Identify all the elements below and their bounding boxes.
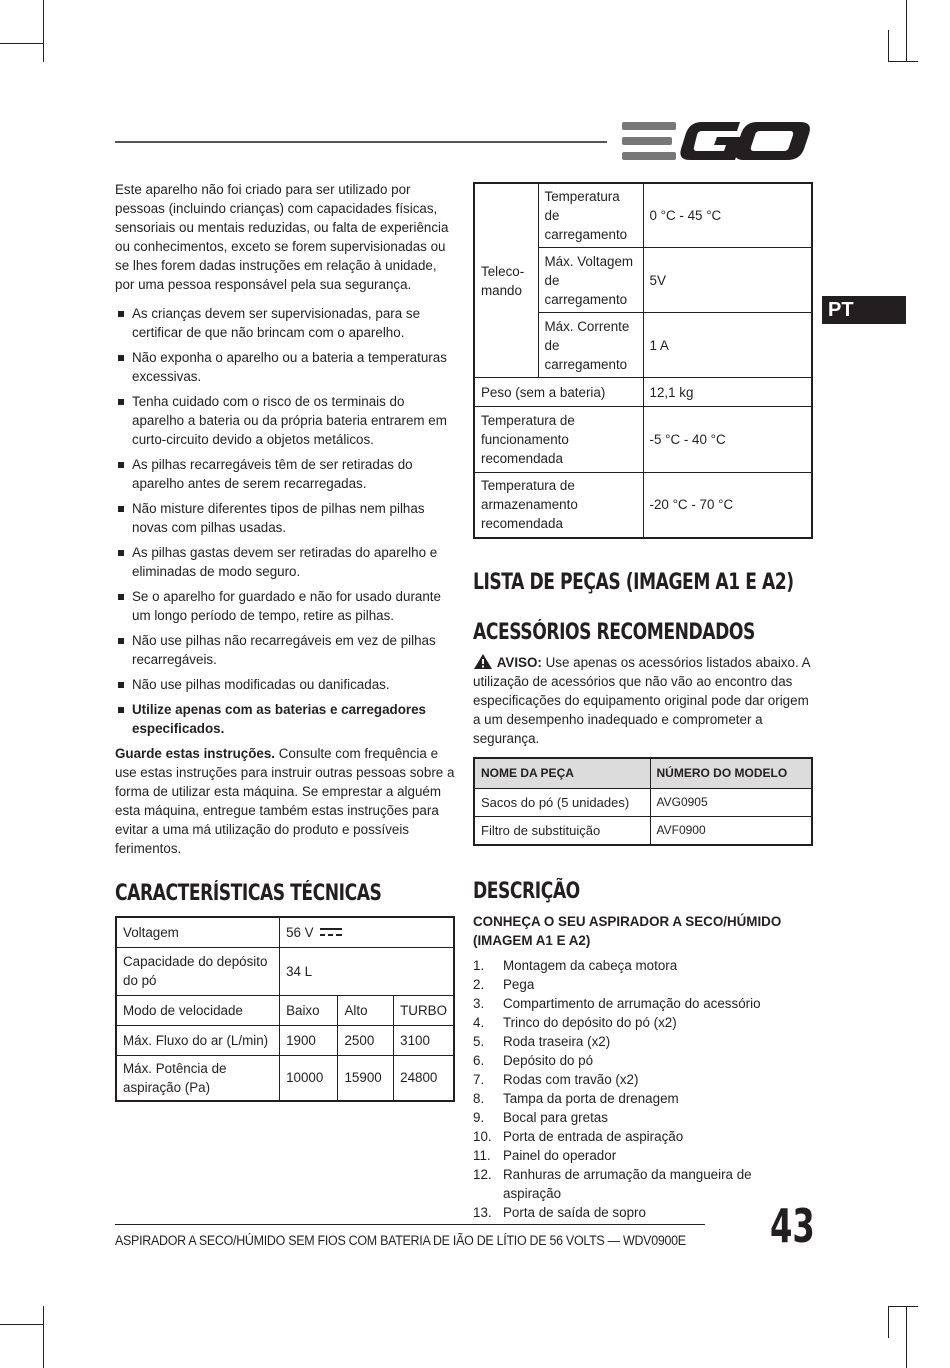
list-item: 4. Trinco do depósito do pó (x2) xyxy=(473,1014,677,1030)
model-number: AVG0905 xyxy=(650,789,812,817)
list-item: 13. Porta de saída de sopro xyxy=(473,1204,646,1220)
know-your-vacuum-heading: CONHEÇA O SEU ASPIRADOR A SECO/HÚMIDO (IMAGEM A1 E A2) xyxy=(473,913,782,948)
bullet-square-icon xyxy=(118,506,124,512)
model-number: AVF0900 xyxy=(650,817,812,845)
model-number-header: NÚMERO DO MODELO xyxy=(650,758,812,789)
remote-control-label: Teleco-mando xyxy=(474,183,538,378)
bullet-square-icon xyxy=(118,399,124,405)
dc-current-icon xyxy=(319,926,343,938)
list-item: 1. Montagem da cabeça motora xyxy=(473,957,678,973)
part-name-header: NOME DA PEÇA xyxy=(474,758,650,789)
voltage-value-cell xyxy=(280,917,454,947)
bullet-item: Se o aparelho for guardado e não for usado durante um longo período de tempo, retire as pilhas. xyxy=(115,587,455,625)
airflow-low: 1900 xyxy=(280,1025,338,1055)
list-item: 7. Rodas com travão (x2) xyxy=(473,1071,639,1087)
bullet-square-icon xyxy=(118,682,124,688)
list-item: 2. Pega xyxy=(473,976,535,992)
speed-high: Alto xyxy=(338,995,394,1025)
bullet-item: As pilhas recarregáveis têm de ser retiradas do aparelho antes de serem recarregadas. xyxy=(115,455,455,493)
bullet-square-icon xyxy=(118,311,124,317)
intro-paragraph: Este aparelho não foi criado para ser utilizado por pessoas (incluindo crianças) com capacidades físicas, sensoriais ou mentais reduzidas, ou falta de experiência ou conhecimentos, exceto se forem supervisionadas ou se lhes forem dadas instruções em relação à unidade, por uma pessoa responsável pela sua segurança. xyxy=(115,182,449,292)
specs-table-continued xyxy=(473,182,813,539)
suction-low: 10000 xyxy=(280,1055,338,1101)
list-item: 9. Bocal para gretas xyxy=(473,1109,608,1125)
suction-label: Máx. Potência de aspiração (Pa) xyxy=(116,1055,280,1101)
bullet-square-icon xyxy=(118,462,124,468)
voltage-label: Voltagem xyxy=(116,917,280,947)
crop-mark-br-h xyxy=(888,1306,918,1307)
storage-temp-value: -20 °C - 70 °C xyxy=(643,473,812,538)
charge-voltage-label: Máx. Voltagem de carregamento xyxy=(538,248,643,313)
accessories-heading: ACESSÓRIOS RECOMENDADOS xyxy=(473,619,755,645)
warning-text: Use apenas os acessórios listados abaixo. A utilização de acessórios que não vão ao encontro das especificações do equipamento original pode dar origem a um desempenho inadequado e comprometer a segurança. xyxy=(473,654,810,746)
speed-turbo: TURBO xyxy=(394,995,454,1025)
crop-mark-bl-v xyxy=(43,1306,44,1368)
charge-voltage-value: 5V xyxy=(643,248,812,313)
warning-paragraph xyxy=(473,653,813,748)
list-item: 12. Ranhuras de arrumação da mangueira de aspiração xyxy=(473,1166,752,1201)
specs-heading: CARACTERÍSTICAS TÉCNICAS xyxy=(115,881,382,906)
bullet-square-icon xyxy=(118,550,124,556)
part-name: Sacos do pó (5 unidades) xyxy=(474,789,650,817)
list-item: 3. Compartimento de arrumação do acessório xyxy=(473,995,761,1011)
list-item: 11. Painel do operador xyxy=(473,1147,617,1163)
table-row xyxy=(474,817,812,845)
ego-logo xyxy=(622,118,812,164)
weight-label: Peso (sem a bateria) xyxy=(474,378,643,407)
airflow-turbo: 3100 xyxy=(394,1025,454,1055)
bullet-item: Não use pilhas não recarregáveis em vez de pilhas recarregáveis. xyxy=(115,631,455,669)
crop-mark-tr-h xyxy=(888,61,918,62)
suction-high: 15900 xyxy=(338,1055,394,1101)
description-heading: DESCRIÇÃO xyxy=(473,878,580,904)
footer-rule xyxy=(115,1224,705,1225)
capacity-label: Capacidade do depósito do pó xyxy=(116,947,280,995)
bullet-item: Tenha cuidado com o risco de os terminais do aparelho a bateria ou da própria bateria entrarem em curto-circuito devido a objetos metálicos. xyxy=(115,392,455,449)
component-list xyxy=(473,956,813,1222)
charge-temp-label: Temperatura de carregamento xyxy=(538,183,643,248)
storage-temp-label: Temperatura de armazenamento recomendada xyxy=(474,473,643,538)
list-item: 5. Roda traseira (x2) xyxy=(473,1033,611,1049)
parts-list-heading: LISTA DE PEÇAS (IMAGEM A1 E A2) xyxy=(473,569,794,595)
crop-mark-br-v xyxy=(888,1306,889,1338)
operating-temp-label: Temperatura de funcionamento recomendada xyxy=(474,407,643,473)
operating-temp-value: -5 °C - 40 °C xyxy=(643,407,812,473)
bullet-square-icon xyxy=(118,594,124,600)
bullet-item: Não exponha o aparelho ou a bateria a temperaturas excessivas. xyxy=(115,348,455,386)
list-item: 10. Porta de entrada de aspiração xyxy=(473,1128,684,1144)
speed-mode-label: Modo de velocidade xyxy=(116,995,280,1025)
crop-mark-br-v2 xyxy=(906,1306,907,1368)
airflow-high: 2500 xyxy=(338,1025,394,1055)
bullet-square-icon xyxy=(118,707,124,713)
bullet-square-icon xyxy=(118,638,124,644)
language-tab: PT xyxy=(822,296,906,324)
capacity-value: 34 L xyxy=(280,947,454,995)
charge-current-value: 1 A xyxy=(643,313,812,378)
table-row xyxy=(474,789,812,817)
right-column xyxy=(473,180,813,1222)
accessories-table xyxy=(473,757,813,846)
specs-table xyxy=(115,916,455,1102)
bullet-item: Não misture diferentes tipos de pilhas nem pilhas novas com pilhas usadas. xyxy=(115,499,455,537)
bullet-item: As crianças devem ser supervisionadas, para se certificar de que não brincam com o aparelho. xyxy=(115,304,455,342)
left-column xyxy=(115,180,455,1102)
keep-instructions-paragraph: Guarde estas instruções. Consulte com frequência e use estas instruções para instruir outras pessoas sobre a forma de utilizar esta máquina. Se emprestar a alguém esta máquina, entregue também estas instruções para evitar a uma má utilização do produto e possíveis ferimentos. xyxy=(115,746,455,856)
crop-mark-tl-v xyxy=(43,0,44,62)
charge-temp-value: 0 °C - 45 °C xyxy=(643,183,812,248)
bullet-item: As pilhas gastas devem ser retiradas do aparelho e eliminadas de modo seguro. xyxy=(115,543,455,581)
airflow-label: Máx. Fluxo do ar (L/min) xyxy=(116,1025,280,1055)
charge-current-label: Máx. Corrente de carregamento xyxy=(538,313,643,378)
list-item: 8. Tampa da porta de drenagem xyxy=(473,1090,679,1106)
warning-label: AVISO: xyxy=(496,654,542,670)
header-rule xyxy=(115,141,607,143)
speed-low: Baixo xyxy=(280,995,338,1025)
crop-mark-tl-h xyxy=(0,43,43,44)
part-name: Filtro de substituição xyxy=(474,817,650,845)
bullet-item: Não use pilhas modificadas ou danificadas. xyxy=(115,675,455,694)
crop-mark-tr-v2 xyxy=(906,0,907,62)
page-number: 43 xyxy=(770,1199,815,1253)
bullet-item: Utilize apenas com as baterias e carregadores especificados. xyxy=(115,700,455,738)
voltage-value: 56 V xyxy=(286,924,314,940)
crop-mark-tr-v xyxy=(888,30,889,62)
footer-product-title: ASPIRADOR A SECO/HÚMIDO SEM FIOS COM BATERIA DE IÃO DE LÍTIO DE 56 VOLTS — WDV0900E xyxy=(115,1233,686,1248)
bullet-square-icon xyxy=(118,355,124,361)
suction-turbo: 24800 xyxy=(394,1055,454,1101)
safety-bullet-list xyxy=(115,304,455,738)
list-item: 6. Depósito do pó xyxy=(473,1052,594,1068)
warning-triangle-icon xyxy=(473,653,493,670)
crop-mark-bl-h xyxy=(0,1324,43,1325)
weight-value: 12,1 kg xyxy=(643,378,812,407)
